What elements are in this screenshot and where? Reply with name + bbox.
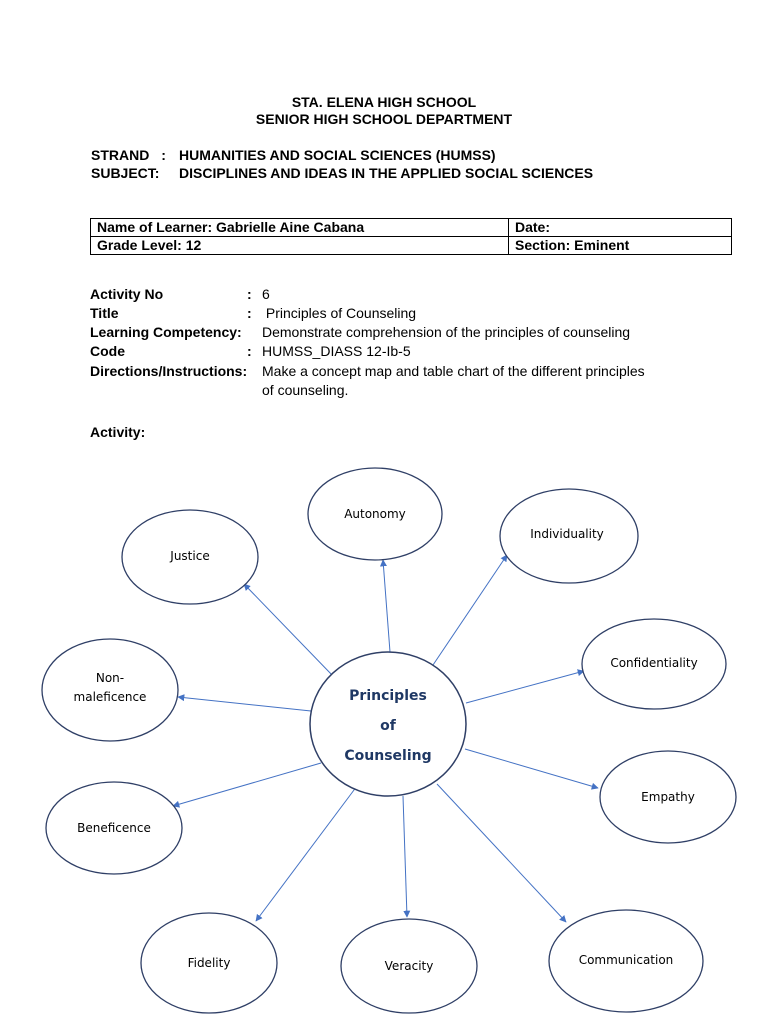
label-justice: Justice <box>170 549 210 563</box>
competency-label: Learning Competency: <box>90 324 242 340</box>
competency-value: Demonstrate comprehension of the principles of counseling <box>262 324 631 340</box>
edge-veracity <box>403 796 407 917</box>
activity-label: Activity: <box>90 424 146 440</box>
school-name: STA. ELENA HIGH SCHOOL <box>291 94 477 110</box>
activity-no-label: Activity No <box>90 286 164 302</box>
strand-value: HUMANITIES AND SOCIAL SCIENCES (HUMSS) <box>179 147 496 163</box>
edge-confidentiality <box>466 671 584 703</box>
title-colon: : <box>247 305 252 321</box>
directions-line1: Make a concept map and table chart of the different principles <box>262 363 645 379</box>
edge-nonmaleficence <box>178 697 311 711</box>
code-value: HUMSS_DIASS 12-Ib-5 <box>262 343 411 359</box>
subject-value: DISCIPLINES AND IDEAS IN THE APPLIED SOCIAL SCIENCES <box>179 165 594 181</box>
activity-no-colon: : <box>247 286 252 302</box>
label-fidelity: Fidelity <box>187 956 231 970</box>
title-label: Title <box>90 305 119 321</box>
learner-name-cell: Name of Learner: Gabrielle Aine Cabana <box>91 219 509 237</box>
label-nonmaleficence-1: Non- <box>95 671 125 685</box>
strand-colon: : <box>161 147 166 163</box>
label-empathy: Empathy <box>641 790 695 804</box>
edge-fidelity <box>256 786 357 921</box>
edge-individuality <box>433 555 507 665</box>
edge-communication <box>437 784 566 922</box>
label-individuality: Individuality <box>530 527 604 541</box>
edge-justice <box>244 584 333 676</box>
grade-level-cell: Grade Level: 12 <box>91 237 509 255</box>
department-name: SENIOR HIGH SCHOOL DEPARTMENT <box>255 111 513 127</box>
date-cell: Date: <box>509 219 732 237</box>
label-beneficence: Beneficence <box>77 821 151 835</box>
label-autonomy: Autonomy <box>344 507 406 521</box>
activity-no-value: 6 <box>262 286 270 302</box>
edge-autonomy <box>383 560 390 652</box>
label-confidentiality: Confidentiality <box>610 656 698 670</box>
subject-label: SUBJECT: <box>91 165 160 181</box>
center-label-line3: Counseling <box>344 748 432 764</box>
code-colon: : <box>247 343 252 359</box>
strand-label: STRAND <box>91 147 150 163</box>
center-label-line1: Principles <box>349 688 427 704</box>
section-cell: Section: Eminent <box>509 237 732 255</box>
directions-label: Directions/Instructions: <box>90 363 248 379</box>
title-value: Principles of Counseling <box>262 305 417 321</box>
center-label-line2: of <box>380 718 396 734</box>
directions-line2: of counseling. <box>262 382 349 398</box>
label-communication: Communication <box>578 953 674 967</box>
edge-beneficence <box>173 763 321 806</box>
label-nonmaleficence-2: maleficence <box>73 690 147 704</box>
edge-empathy <box>465 749 598 788</box>
code-label: Code <box>90 343 125 359</box>
label-veracity: Veracity <box>384 959 434 973</box>
